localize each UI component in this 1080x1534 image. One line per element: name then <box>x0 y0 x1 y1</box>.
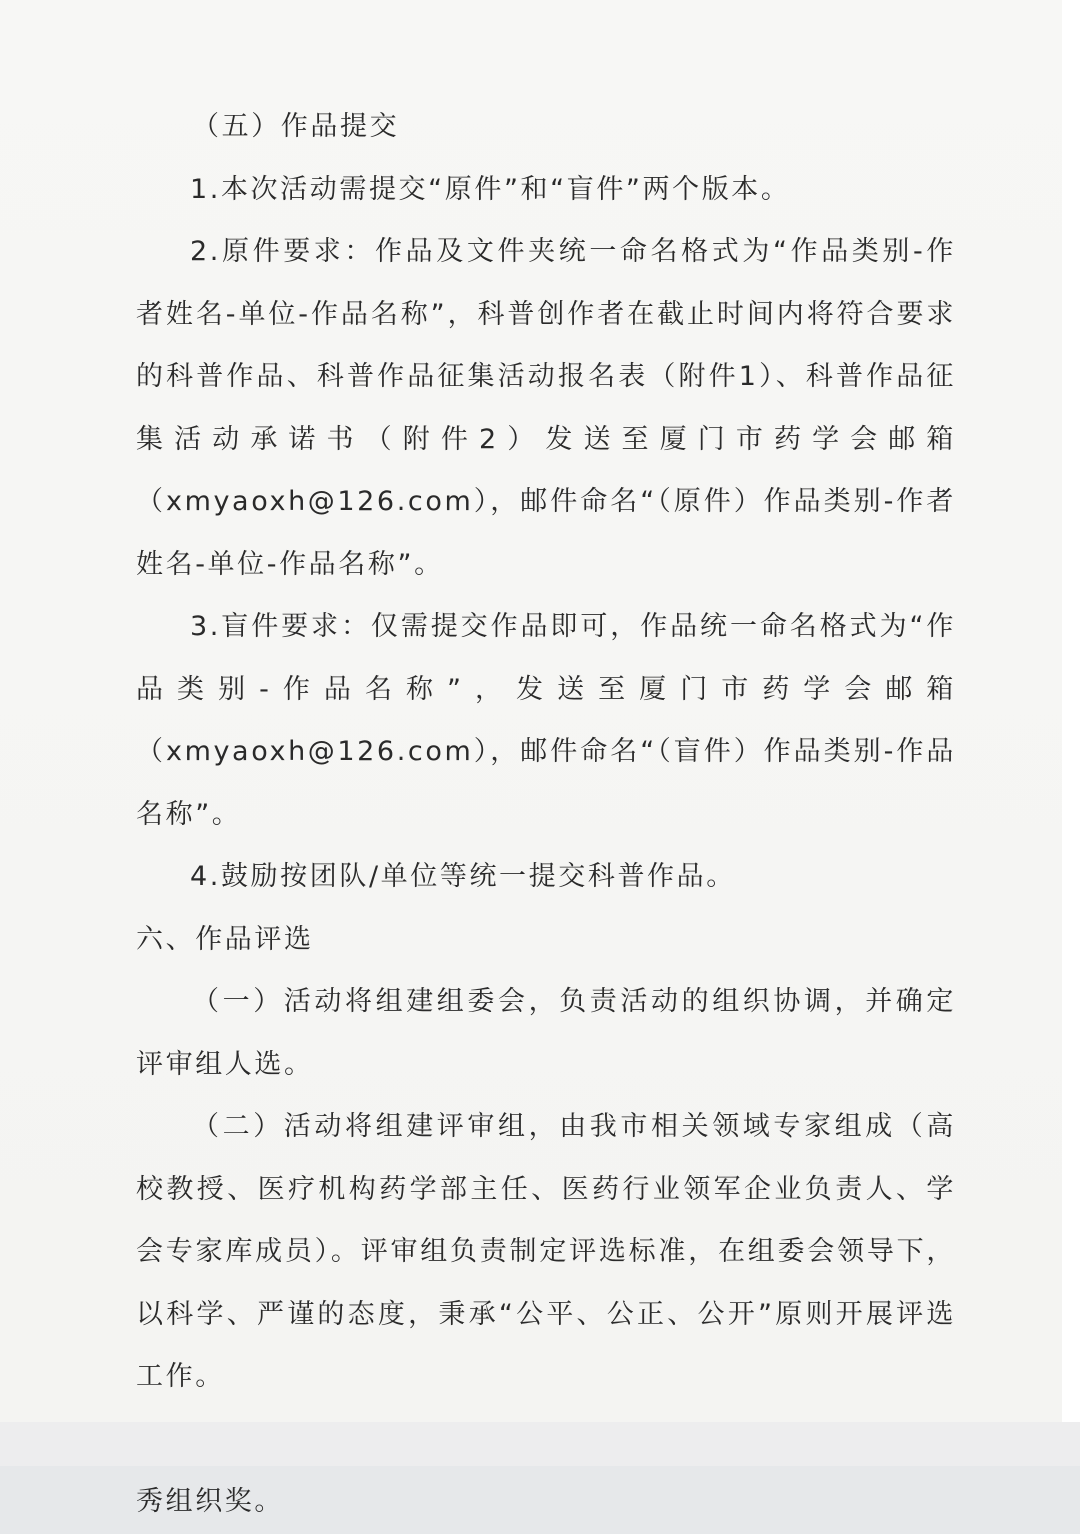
paragraph-evaluation-3: 秀组织奖。 <box>136 1486 284 1517</box>
paragraph-evaluation-2: （二）活动将组建评审组，由我市相关领域专家组成（高校教授、医疗机构药学部主任、医药行业领军企业负责人、学会专家库成员）。评审组负责制定评选标准，在组委会领导下，以科学、严谨的态度，秉承“公平、公正、公开”原则开展评选工作。 <box>136 1111 956 1392</box>
paragraph-item-1: 1.本次活动需提交“原件”和“盲件”两个版本。 <box>190 173 791 205</box>
paragraph-item-3: 3.盲件要求：仅需提交作品即可，作品统一命名格式为“作品类别-作品名称”，发送至厦门市药学会邮箱（xmyaoxh@126.com），邮件命名“（盲件）作品类别-作品名称”。 <box>136 611 956 830</box>
page-edge-right <box>1062 0 1080 1466</box>
paragraph-evaluation-1: （一）活动将组建组委会，负责活动的组织协调，并确定评审组人选。 <box>136 986 956 1080</box>
paragraph-item-4: 4.鼓励按团队/单位等统一提交科普作品。 <box>190 861 736 892</box>
document-body <box>136 96 956 1534</box>
section-heading-submission: （五）作品提交 <box>192 111 400 142</box>
section-heading-evaluation: 六、作品评选 <box>136 923 314 955</box>
paragraph-item-2: 2.原件要求：作品及文件夹统一命名格式为“作品类别-作者姓名-单位-作品名称”，科普创作者在截止时间内将符合要求的科普作品、科普作品征集活动报名表（附件1）、科普作品征集活动承诺书（附件2）发送至厦门市药学会邮箱（xmyaoxh@126.com），邮件命名“（原件）作品类别-作者姓名-单位-作品名称”。 <box>136 236 956 580</box>
page-edge-bottom <box>0 1422 1080 1466</box>
